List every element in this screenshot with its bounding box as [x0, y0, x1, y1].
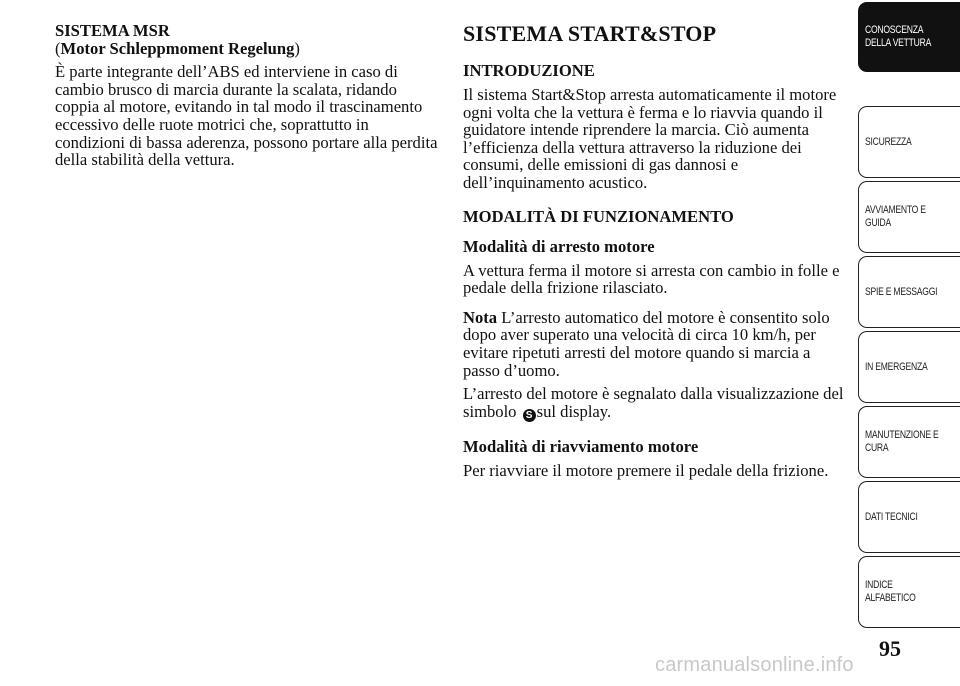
paren-close: )	[294, 38, 300, 58]
paren-open: (	[55, 38, 61, 58]
tab-label: SICUREZZA	[865, 135, 912, 148]
page-number: 95	[879, 636, 901, 661]
note-paragraph	[463, 309, 848, 379]
tab-emergenza[interactable]	[858, 331, 960, 403]
msr-body: È parte integrante dell’ABS ed interviene in caso di cambio brusco di marcia durante la scalata, ridando coppia al motore, evitando in tal modo il trascinamento eccessivo delle ruote motrici che, soprattutto in condizioni di bassa aderenza, possono portare alla perdita della stabilità della vettura.	[55, 62, 438, 170]
tab-indice[interactable]	[858, 556, 960, 628]
msr-subtitle	[55, 40, 440, 58]
tab-label: MANUTENZIONE E CURA	[865, 429, 939, 454]
right-column	[463, 22, 848, 479]
tab-manutenzione[interactable]	[858, 406, 960, 478]
tab-label: SPIE E MESSAGGI	[865, 285, 938, 298]
tab-spie[interactable]	[858, 256, 960, 328]
tab-label: IN EMERGENZA	[865, 360, 928, 373]
watermark: carmanualsonline.info	[655, 654, 854, 676]
tab-conoscenza[interactable]	[858, 2, 960, 72]
restart-body: Per riavviare il motore premere il pedale della frizione.	[463, 460, 829, 480]
msr-title: SISTEMA MSR	[55, 21, 170, 40]
note-body: L’arresto automatico del motore è consentito solo dopo aver superato una velocità di circa 10 km/h, per evitare ripetuti arresti del motore quando si marcia a passo d’uomo.	[463, 307, 830, 380]
signal-paragraph	[463, 385, 848, 422]
signal-body-1: L’arresto del motore è segnalato dalla visualizzazione del simbolo	[463, 384, 844, 421]
chapter-tabs	[858, 0, 960, 630]
left-column	[55, 22, 440, 169]
stop-heading: Modalità di arresto motore	[463, 236, 655, 256]
intro-heading: INTRODUZIONE	[463, 61, 595, 80]
tab-sicurezza[interactable]	[858, 106, 960, 178]
signal-body-2: sul display.	[536, 401, 612, 421]
stop-body: A vettura ferma il motore si arresta con cambio in folle e pedale della frizione rilasciato.	[463, 260, 840, 298]
tab-label: AVVIAMENTO E GUIDA	[865, 204, 926, 229]
section-title: SISTEMA START&STOP	[463, 21, 717, 46]
intro-body: Il sistema Start&Stop arresta automaticamente il motore ogni volta che la vettura è ferma e lo riavvia quando il guidatore intende riprendere la marcia. Ciò aumenta l’efficienza della vettura attraverso la riduzione dei consumi, delle emissioni di gas dannosi e dell’inquinamento acustico.	[463, 85, 837, 192]
msr-subtitle-text: Motor Schleppmoment Regelung	[60, 38, 295, 58]
note-label: Nota	[463, 307, 498, 327]
tab-label: CONOSCENZA DELLA VETTURA	[865, 24, 932, 49]
tab-label: INDICE ALFABETICO	[865, 579, 916, 604]
tab-avviamento[interactable]	[858, 181, 960, 253]
tab-dati-tecnici[interactable]	[858, 481, 960, 553]
tab-label: DATI TECNICI	[865, 510, 918, 523]
restart-heading: Modalità di riavviamento motore	[463, 436, 699, 456]
mode-heading: MODALITÀ DI FUNZIONAMENTO	[463, 206, 734, 226]
start-stop-icon: S	[523, 409, 536, 422]
